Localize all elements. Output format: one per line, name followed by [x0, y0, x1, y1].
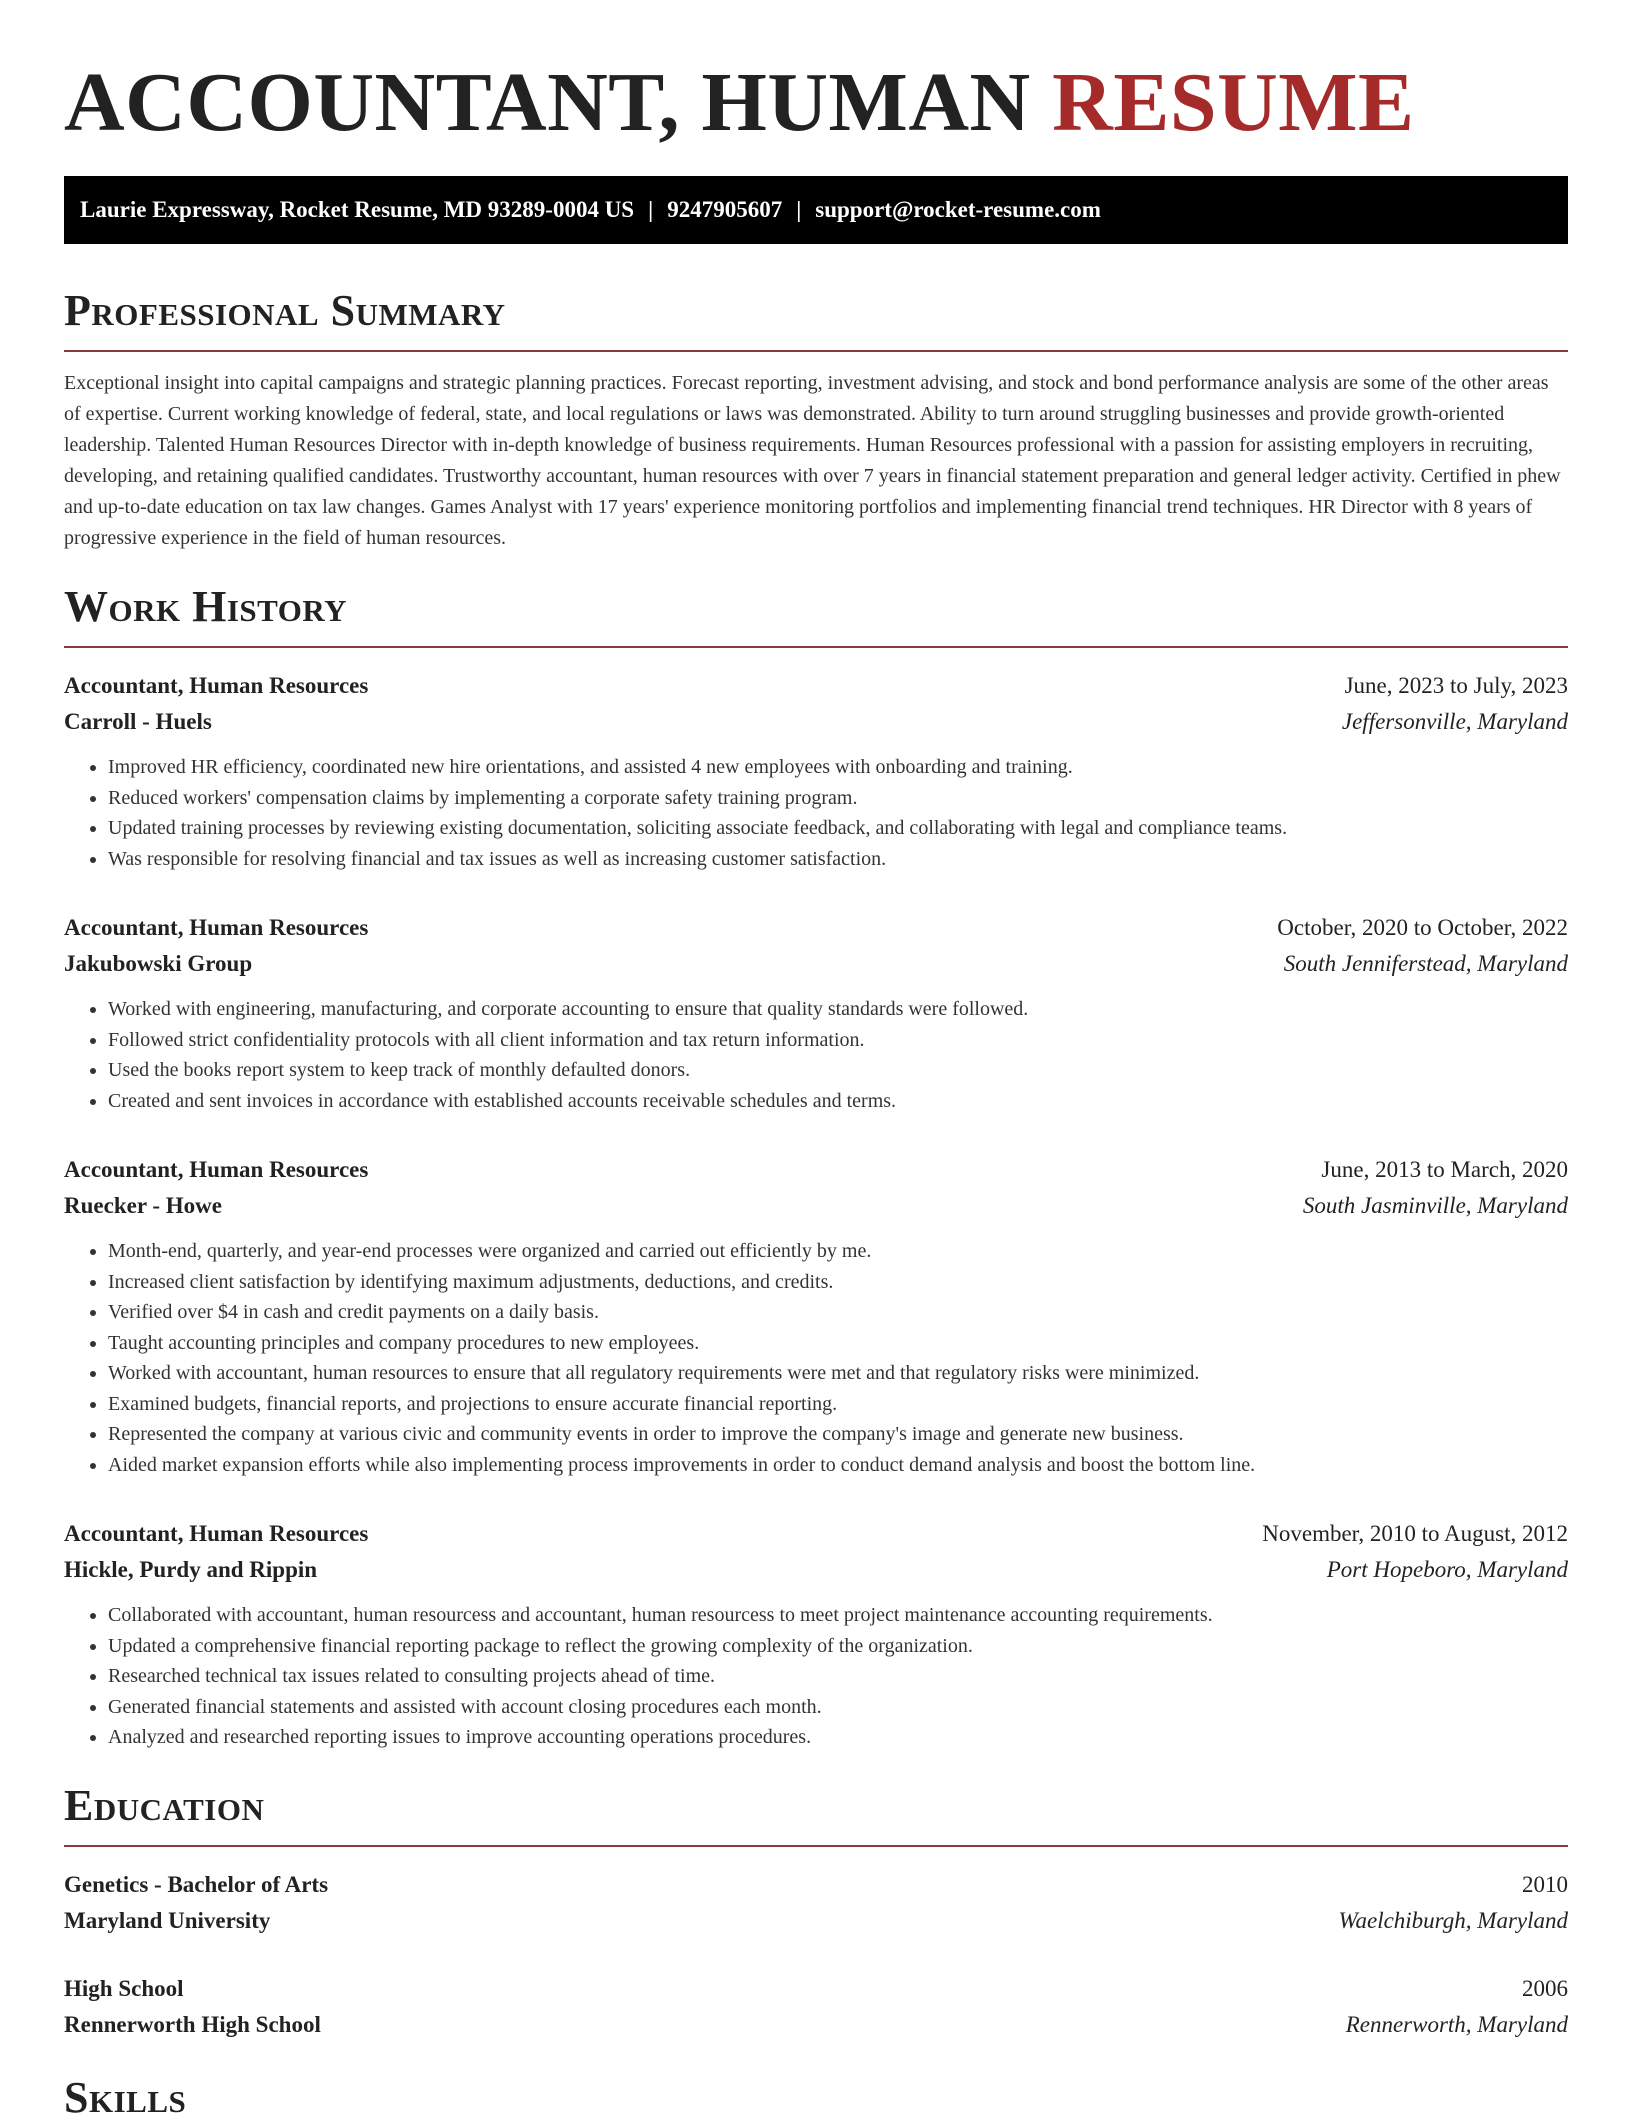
work-history-section [64, 582, 1568, 1753]
title-accent: RESUME [1052, 56, 1415, 149]
education-year: 2010 [1522, 1871, 1568, 1897]
job-bullet: • Worked with accountant, human resources to ensure that all regulatory requirements were met and that regulatory risks were minimized. [108, 1358, 1568, 1389]
job-bullet: • Verified over $4 in cash and credit payments on a daily basis. [108, 1297, 1568, 1328]
education-entry [64, 1867, 1568, 1939]
skills-heading: Skills [64, 2072, 187, 2122]
summary-section [64, 286, 1568, 554]
contact-bar [64, 176, 1568, 244]
job-bullet: • Taught accounting principles and company procedures to new employees. [108, 1328, 1568, 1359]
education-location: Waelchiburgh, Maryland [1338, 1907, 1568, 1933]
contact-separator: | [796, 197, 802, 222]
job-company: Hickle, Purdy and Rippin [64, 1557, 318, 1582]
contact-address: Laurie Expressway, Rocket Resume, MD 93289-0004 US [80, 197, 635, 222]
education-school: Maryland University [64, 1907, 271, 1933]
job-bullet: • Represented the company at various civic and community events in order to improve the company's image and generate new business. [108, 1419, 1568, 1450]
summary-heading: Professional Summary [64, 286, 506, 335]
job-bullet: • Generated financial statements and assisted with account closing procedures each month. [108, 1692, 1568, 1723]
education-entry [64, 1971, 1568, 2043]
summary-text: Exceptional insight into capital campaigns and strategic planning practices. Forecast reporting, investment advising, and stock and bond performance analysis are some of the other areas of expertise. Current working knowledge of federal, state, and local regulations or laws was demonstrated. Ability to turn around struggling businesses and provide growth-oriented leadership. Talented Human Resources Director with in-depth knowledge of business requirements. Human Resources professional with a passion for assisting employers in recruiting, developing, and retaining qualified candidates. Trustworthy accountant, human resources with over 7 years in financial statement preparation and general ledger activity. Certified in phew and up-to-date education on tax law changes. Games Analyst with 17 years' experience monitoring portfolios and implementing financial trend techniques. HR Director with 8 years of progressive experience in the field of human resources. [64, 372, 1561, 549]
title-main: ACCOUNTANT, HUMAN [64, 56, 1031, 149]
education-section [64, 1781, 1568, 2043]
job-bullet: • Analyzed and researched reporting issues to improve accounting operations procedures. [108, 1722, 1568, 1753]
job-company: Carroll - Huels [64, 709, 212, 734]
job-dates: June, 2023 to July, 2023 [1344, 673, 1568, 698]
education-degree: Genetics - Bachelor of Arts [64, 1871, 329, 1897]
job-bullets [64, 1236, 1568, 1480]
job-bullets [64, 994, 1568, 1116]
job-title: Accountant, Human Resources [64, 1157, 369, 1182]
work-history-heading: Work History [64, 582, 348, 631]
job-bullet: • Reduced workers' compensation claims by implementing a corporate safety training program. [108, 783, 1568, 814]
job-bullet: • Updated training processes by reviewing existing documentation, soliciting associate feedback, and collaborating with legal and compliance teams. [108, 813, 1568, 844]
job-bullet: • Researched technical tax issues related to consulting projects ahead of time. [108, 1661, 1568, 1692]
education-location: Rennerworth, Maryland [1345, 2011, 1568, 2037]
job-bullet: • Examined budgets, financial reports, and projections to ensure accurate financial reporting. [108, 1389, 1568, 1420]
job-bullet: • Month-end, quarterly, and year-end processes were organized and carried out efficiently by me. [108, 1236, 1568, 1267]
job-company: Jakubowski Group [64, 951, 253, 976]
job-bullet: • Collaborated with accountant, human resourcess and accountant, human resourcess to meet project maintenance accounting requirements. [108, 1600, 1568, 1631]
education-school: Rennerworth High School [64, 2011, 321, 2037]
job-location: South Jenniferstead, Maryland [1283, 951, 1568, 976]
job-entry [64, 668, 1568, 874]
job-location: Jeffersonville, Maryland [1341, 709, 1568, 734]
job-bullet: • Worked with engineering, manufacturing, and corporate accounting to ensure that quality standards were followed. [108, 994, 1568, 1025]
job-bullets [64, 752, 1568, 874]
section-divider [64, 646, 1568, 648]
resume-title [64, 0, 1568, 148]
job-dates: November, 2010 to August, 2012 [1262, 1521, 1568, 1546]
contact-separator: | [648, 197, 654, 222]
job-bullet: • Created and sent invoices in accordance with established accounts receivable schedules and terms. [108, 1086, 1568, 1117]
job-entry [64, 910, 1568, 1116]
job-entry [64, 1152, 1568, 1480]
job-bullets [64, 1600, 1568, 1753]
job-dates: October, 2020 to October, 2022 [1277, 915, 1568, 940]
section-divider [64, 350, 1568, 352]
job-bullet: • Increased client satisfaction by identifying maximum adjustments, deductions, and credits. [108, 1267, 1568, 1298]
job-location: Port Hopeboro, Maryland [1326, 1557, 1568, 1582]
job-bullet: • Followed strict confidentiality protocols with all client information and tax return information. [108, 1025, 1568, 1056]
job-location: South Jasminville, Maryland [1302, 1193, 1568, 1218]
job-dates: June, 2013 to March, 2020 [1321, 1157, 1568, 1182]
job-company: Ruecker - Howe [64, 1193, 222, 1218]
education-degree: High School [64, 1975, 184, 2001]
contact-email: support@rocket-resume.com [815, 197, 1101, 222]
job-bullet: • Updated a comprehensive financial reporting package to reflect the growing complexity of the organization. [108, 1631, 1568, 1662]
job-title: Accountant, Human Resources [64, 915, 369, 940]
job-bullet: • Was responsible for resolving financial and tax issues as well as increasing customer satisfaction. [108, 844, 1568, 875]
contact-phone: 9247905607 [667, 197, 783, 222]
job-bullet: • Aided market expansion efforts while also implementing process improvements in order to conduct demand analysis and boost the bottom line. [108, 1450, 1568, 1481]
job-bullet: • Used the books report system to keep track of monthly defaulted donors. [108, 1055, 1568, 1086]
education-heading: Education [64, 1780, 265, 1830]
job-title: Accountant, Human Resources [64, 673, 369, 698]
resume-page [64, 0, 1568, 2123]
job-entry [64, 1516, 1568, 1753]
skills-section [64, 2073, 1568, 2123]
section-divider [64, 1845, 1568, 1847]
job-bullet: • Improved HR efficiency, coordinated new hire orientations, and assisted 4 new employees with onboarding and training. [108, 752, 1568, 783]
education-year: 2006 [1522, 1975, 1568, 2001]
job-title: Accountant, Human Resources [64, 1521, 369, 1546]
